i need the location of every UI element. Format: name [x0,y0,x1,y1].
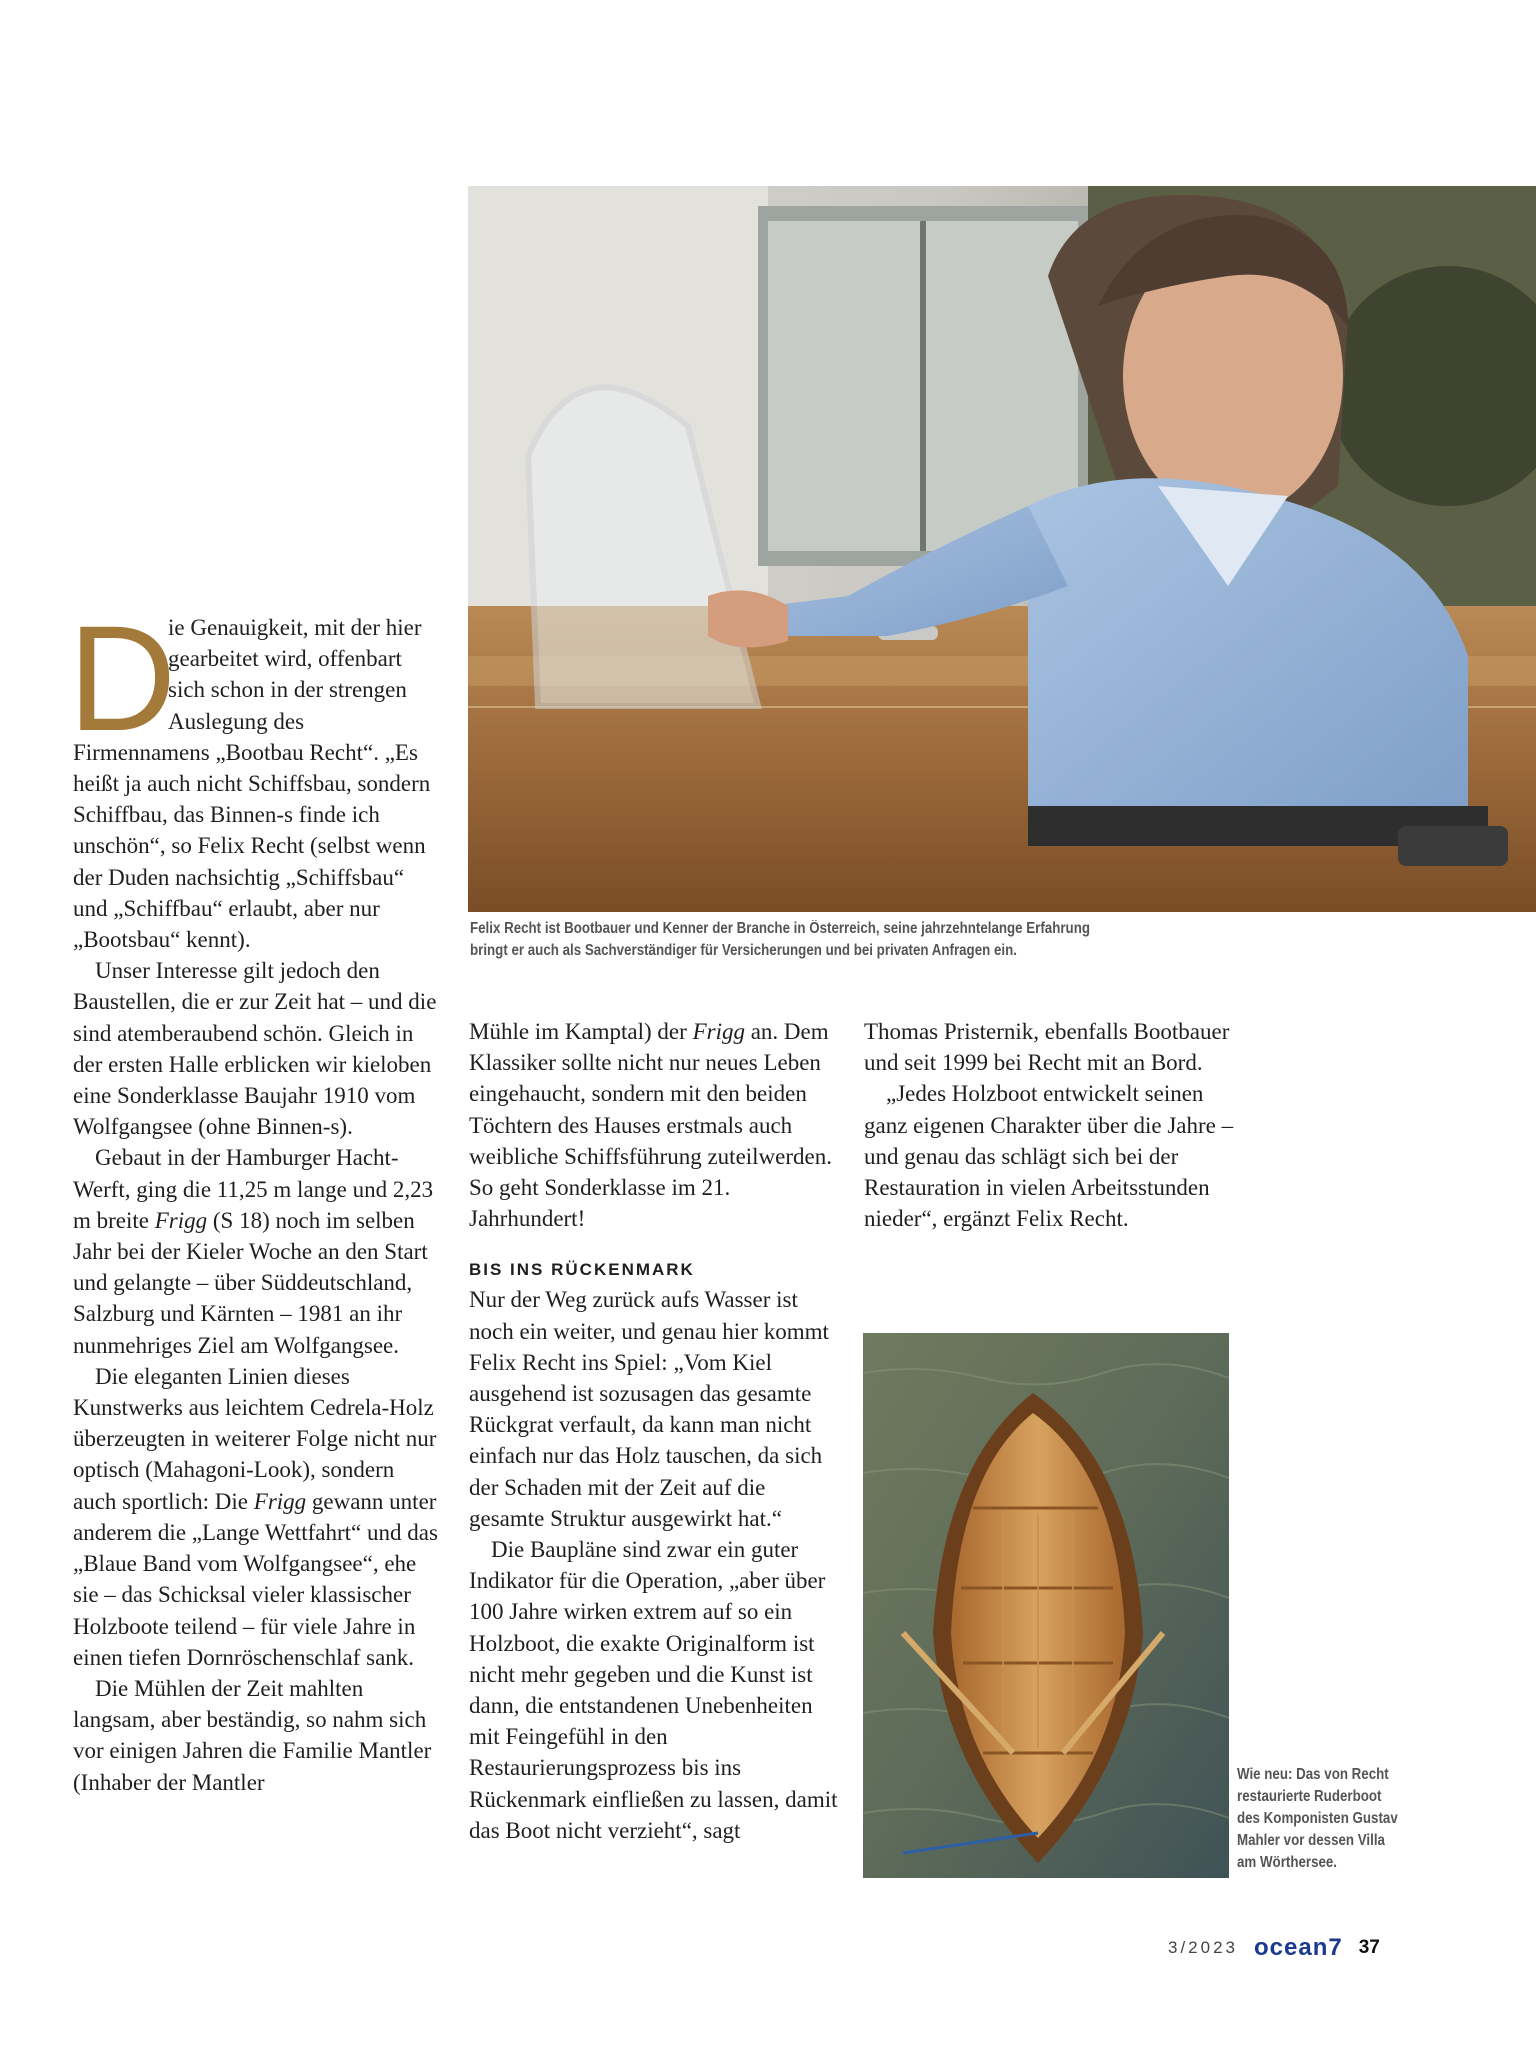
article-opening-lines: ie Genauigkeit, mit der hier gearbeitet wird, offenbart sich schon in der strengen Auslegung des [168,615,422,734]
article-paragraph: Nur der Weg zurück aufs Wasser ist noch ein weiter, und genau hier kommt Felix Recht ins Spiel: „Vom Kiel ausgehend ist sozusagen das gesamte Rückgrat verfault, da kann man nicht einfach nur das Holz tauschen, da sich der Schaden mit der Zeit auf die gesamte Struktur ausgewirkt hat.“ [469,1287,829,1531]
article-paragraph [73,1361,443,1673]
text-run: (S 18) noch im selben Jahr bei der Kieler Woche an den Start und gelangte – über Süddeutschland, Salzburg und Kärnten – 1981 an ihr nunmehriges Ziel am Wolfgangsee. [73,1207,428,1358]
page-number: 37 [1358,1937,1380,1958]
article-paragraph: Die Baupläne sind zwar ein guter Indikator für die Operation, „aber über 100 Jahre wirken extrem auf so ein Holzboot, die exakte Originalform ist nicht mehr gegeben und die Kunst ist dann, die entstandenen Unebenheiten mit Feingefühl in den Restaurierungsprozess bis ins Rückenmark einfließen zu lassen, damit das Boot nicht verzieht“, sagt [469,1537,838,1843]
magazine-logo: ocean7 [1254,1934,1343,1961]
article-paragraph [469,1016,839,1234]
main-photo [468,186,1536,912]
article-paragraph: Firmennamens „Bootbau Recht“. „Es heißt ja auch nicht Schiffsbau, sondern Schiffbau, das Binnen-s finde ich unschön“, so Felix Recht (selbst wenn der Duden nachsichtig „Schiffsbau“ und „Schiffbau“ erlaubt, aber nur „Bootsbau“ kennt). [73,739,431,953]
main-photo-caption: Felix Recht ist Bootbauer und Kenner der Branche in Österreich, seine jahrzehntelange Erfahrung bringt er auch als Sachverständiger für Versicherungen und bei privaten Anfragen ein. [470,920,1090,959]
drop-cap: D [68,594,177,762]
text-run: Mühle im Kamptal) der [469,1019,693,1044]
text-run: Die eleganten Linien dieses Kunstwerks aus leichtem Cedrela-Holz überzeugten in weiterer Folge nicht nur optisch (Mahagoni-Look), sondern auch sportlich: Die [73,1363,437,1514]
article-column-2 [469,1016,839,1846]
article-column-3 [864,1016,1234,1234]
text-run: an. Dem Klassiker sollte nicht nur neues Leben eingehaucht, sondern mit den beiden Töchtern des Hauses erstmals auch weibliche Schiffsführung zuteilwerden. So geht Sonderklasse im 21. Jahrhundert! [469,1019,832,1232]
boat-name: Frigg [253,1488,307,1514]
issue-number: 3/2023 [1168,1938,1238,1957]
article-paragraph: Unser Interesse gilt jedoch den Baustellen, die er zur Zeit hat – und die sind atemberaubend schön. Gleich in der ersten Halle erblicken wir kieloben eine Sonderklasse Baujahr 1910 vom Wolfgangsee (ohne Binnen-s). [73,958,437,1140]
article-paragraph: Die Mühlen der Zeit mahlten langsam, aber beständig, so nahm sich vor einigen Jahren die Familie Mantler (Inhaber der Mantler [73,1675,432,1795]
page-footer [1168,1933,1380,1963]
text-run: gewann unter anderem die „Lange Wettfahrt“ und das „Blaue Band vom Wolfgangsee“, ehe sie – das Schicksal vieler klassischer Holzboote teilend – für viele Jahre in einen tiefen Dornröschenschlaf sank. [73,1488,438,1670]
rowboat-photo-caption: Wie neu: Das von Recht restaurierte Ruderboot des Komponisten Gustav Mahler vor dessen Villa am Wörthersee. [1237,1766,1398,1871]
boat-name: Frigg [692,1019,745,1044]
rowboat-photo [863,1333,1229,1878]
article-paragraph: „Jedes Holzboot entwickelt seinen ganz eigenen Charakter über die Jahre – und genau das schlägt sich bei der Restauration in vielen Arbeitsstunden nieder“, ergänzt Felix Recht. [864,1081,1234,1232]
article-paragraph: Thomas Pristernik, ebenfalls Bootbauer und seit 1999 bei Recht mit an Bord. [864,1019,1230,1076]
article-paragraph [73,1142,443,1360]
text-run: Gebaut in der Hamburger Hacht-Werft, ging die 11,25 m lange und 2,23 m breite [73,1145,434,1233]
boat-name: Frigg [154,1207,208,1233]
article-column-1 [73,612,443,1798]
section-subheading: BIS INS RÜCKENMARK [469,1260,695,1280]
